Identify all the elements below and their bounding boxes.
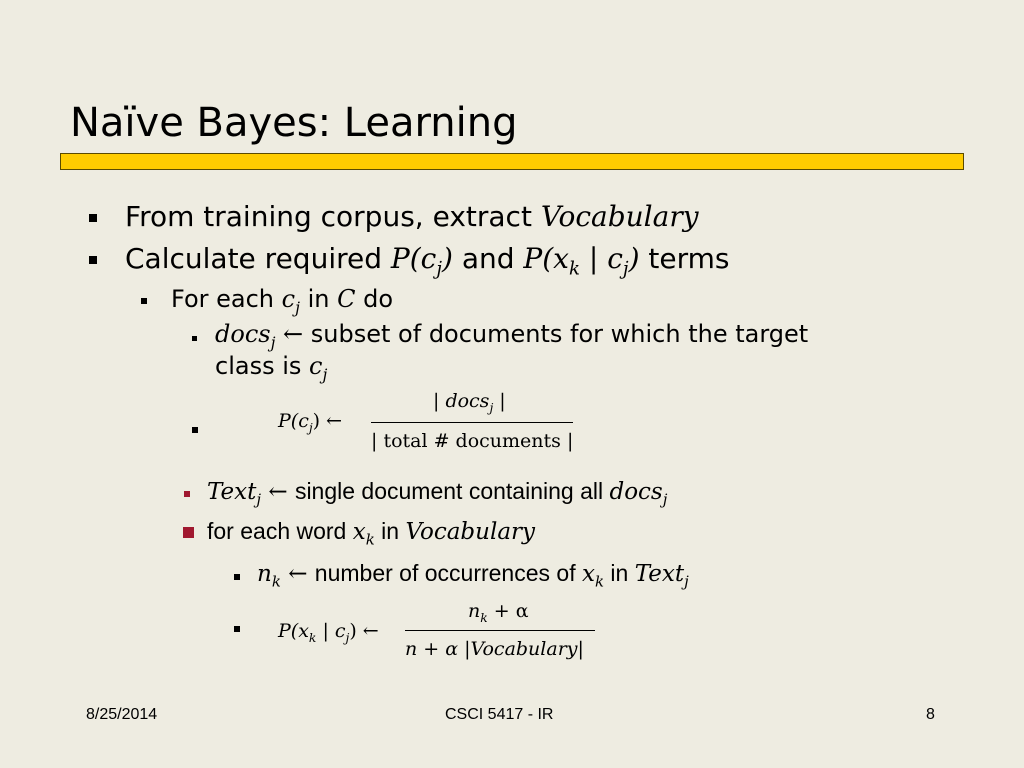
bullet-for-each-class (171, 285, 393, 317)
math-p-cj: $P(c_j)$ (390, 242, 453, 280)
bullet-text: in (604, 560, 635, 586)
footer-course: CSCI 5417 - IR (445, 706, 554, 723)
math-xk: $x_k$ (581, 561, 605, 591)
formula-likelihood (278, 600, 608, 670)
bullet-extract-vocabulary (125, 200, 699, 233)
bullet-nk-occurrences (257, 560, 689, 591)
footer-date: 8/25/2014 (86, 706, 158, 723)
math-xk: $x_k$ (352, 519, 375, 549)
arrow-symbol: ← (261, 479, 295, 505)
bullet-for-each-word (207, 518, 535, 549)
bullet-text: in (299, 285, 338, 313)
math-p-xk-cj: $P(x_k$ | $c_j$) (523, 242, 640, 280)
bullet-text: class is (215, 352, 310, 380)
bullet-text: do (355, 285, 393, 313)
formula-numerator: | docs$_j$ | (433, 390, 506, 415)
formula-lhs: $P(x_k$ | $c_j$) ← (278, 620, 379, 645)
slide-title: Naïve Bayes: Learning (70, 100, 518, 146)
arrow-symbol: ← (275, 320, 311, 348)
bullet-square (192, 336, 197, 341)
math-vocabulary: Vocabulary (540, 200, 699, 233)
math-docs-j: docs$_j$ (215, 320, 276, 352)
bullet-square (234, 574, 240, 580)
bullet-text: subset of documents for which the target (310, 320, 809, 348)
footer-page-number: 8 (926, 706, 935, 723)
math-cj: $c_j$ (281, 285, 300, 317)
bullet-docs-subset (215, 320, 808, 352)
title-underline-bar (60, 153, 964, 170)
fraction-bar (405, 630, 595, 631)
math-nk: $n_k$ (257, 561, 281, 591)
math-C: C (337, 285, 356, 313)
math-text-j: Text$_j$ (207, 479, 262, 509)
bullet-text-single-document (207, 478, 667, 509)
bullet-square (192, 427, 198, 433)
bullet-square (183, 527, 194, 538)
bullet-text: Calculate required (125, 242, 391, 275)
formula-prior (278, 390, 588, 460)
bullet-square (234, 626, 240, 632)
formula-numerator: $n_k + \alpha$ (468, 600, 529, 625)
bullet-text: for each word (207, 518, 353, 544)
bullet-square (89, 214, 97, 222)
math-docs-j: docs$_j$ (609, 479, 668, 509)
formula-lhs: $P(c_j)$ ← (278, 410, 343, 435)
bullet-text: number of occurrences of (314, 560, 582, 586)
formula-denominator: n + α |Vocabulary| (405, 638, 584, 660)
bullet-text: From training corpus, extract (125, 200, 541, 233)
math-text-j: Text$_j$ (634, 561, 689, 591)
fraction-bar (371, 422, 573, 423)
bullet-text: terms (639, 242, 730, 275)
math-vocabulary: Vocabulary (405, 519, 536, 545)
bullet-text: in (374, 518, 406, 544)
arrow-symbol: ← (280, 561, 315, 587)
math-cj: $c_j$ (309, 352, 328, 384)
bullet-docs-subset-line2 (215, 352, 327, 384)
bullet-text: For each (171, 285, 282, 313)
bullet-square (89, 256, 97, 264)
bullet-calculate-terms (125, 242, 730, 280)
bullet-text: and (452, 242, 524, 275)
bullet-text: single document containing all (294, 478, 610, 504)
formula-denominator: | total # documents | (371, 430, 574, 452)
bullet-square (141, 298, 147, 304)
bullet-square (184, 491, 190, 497)
